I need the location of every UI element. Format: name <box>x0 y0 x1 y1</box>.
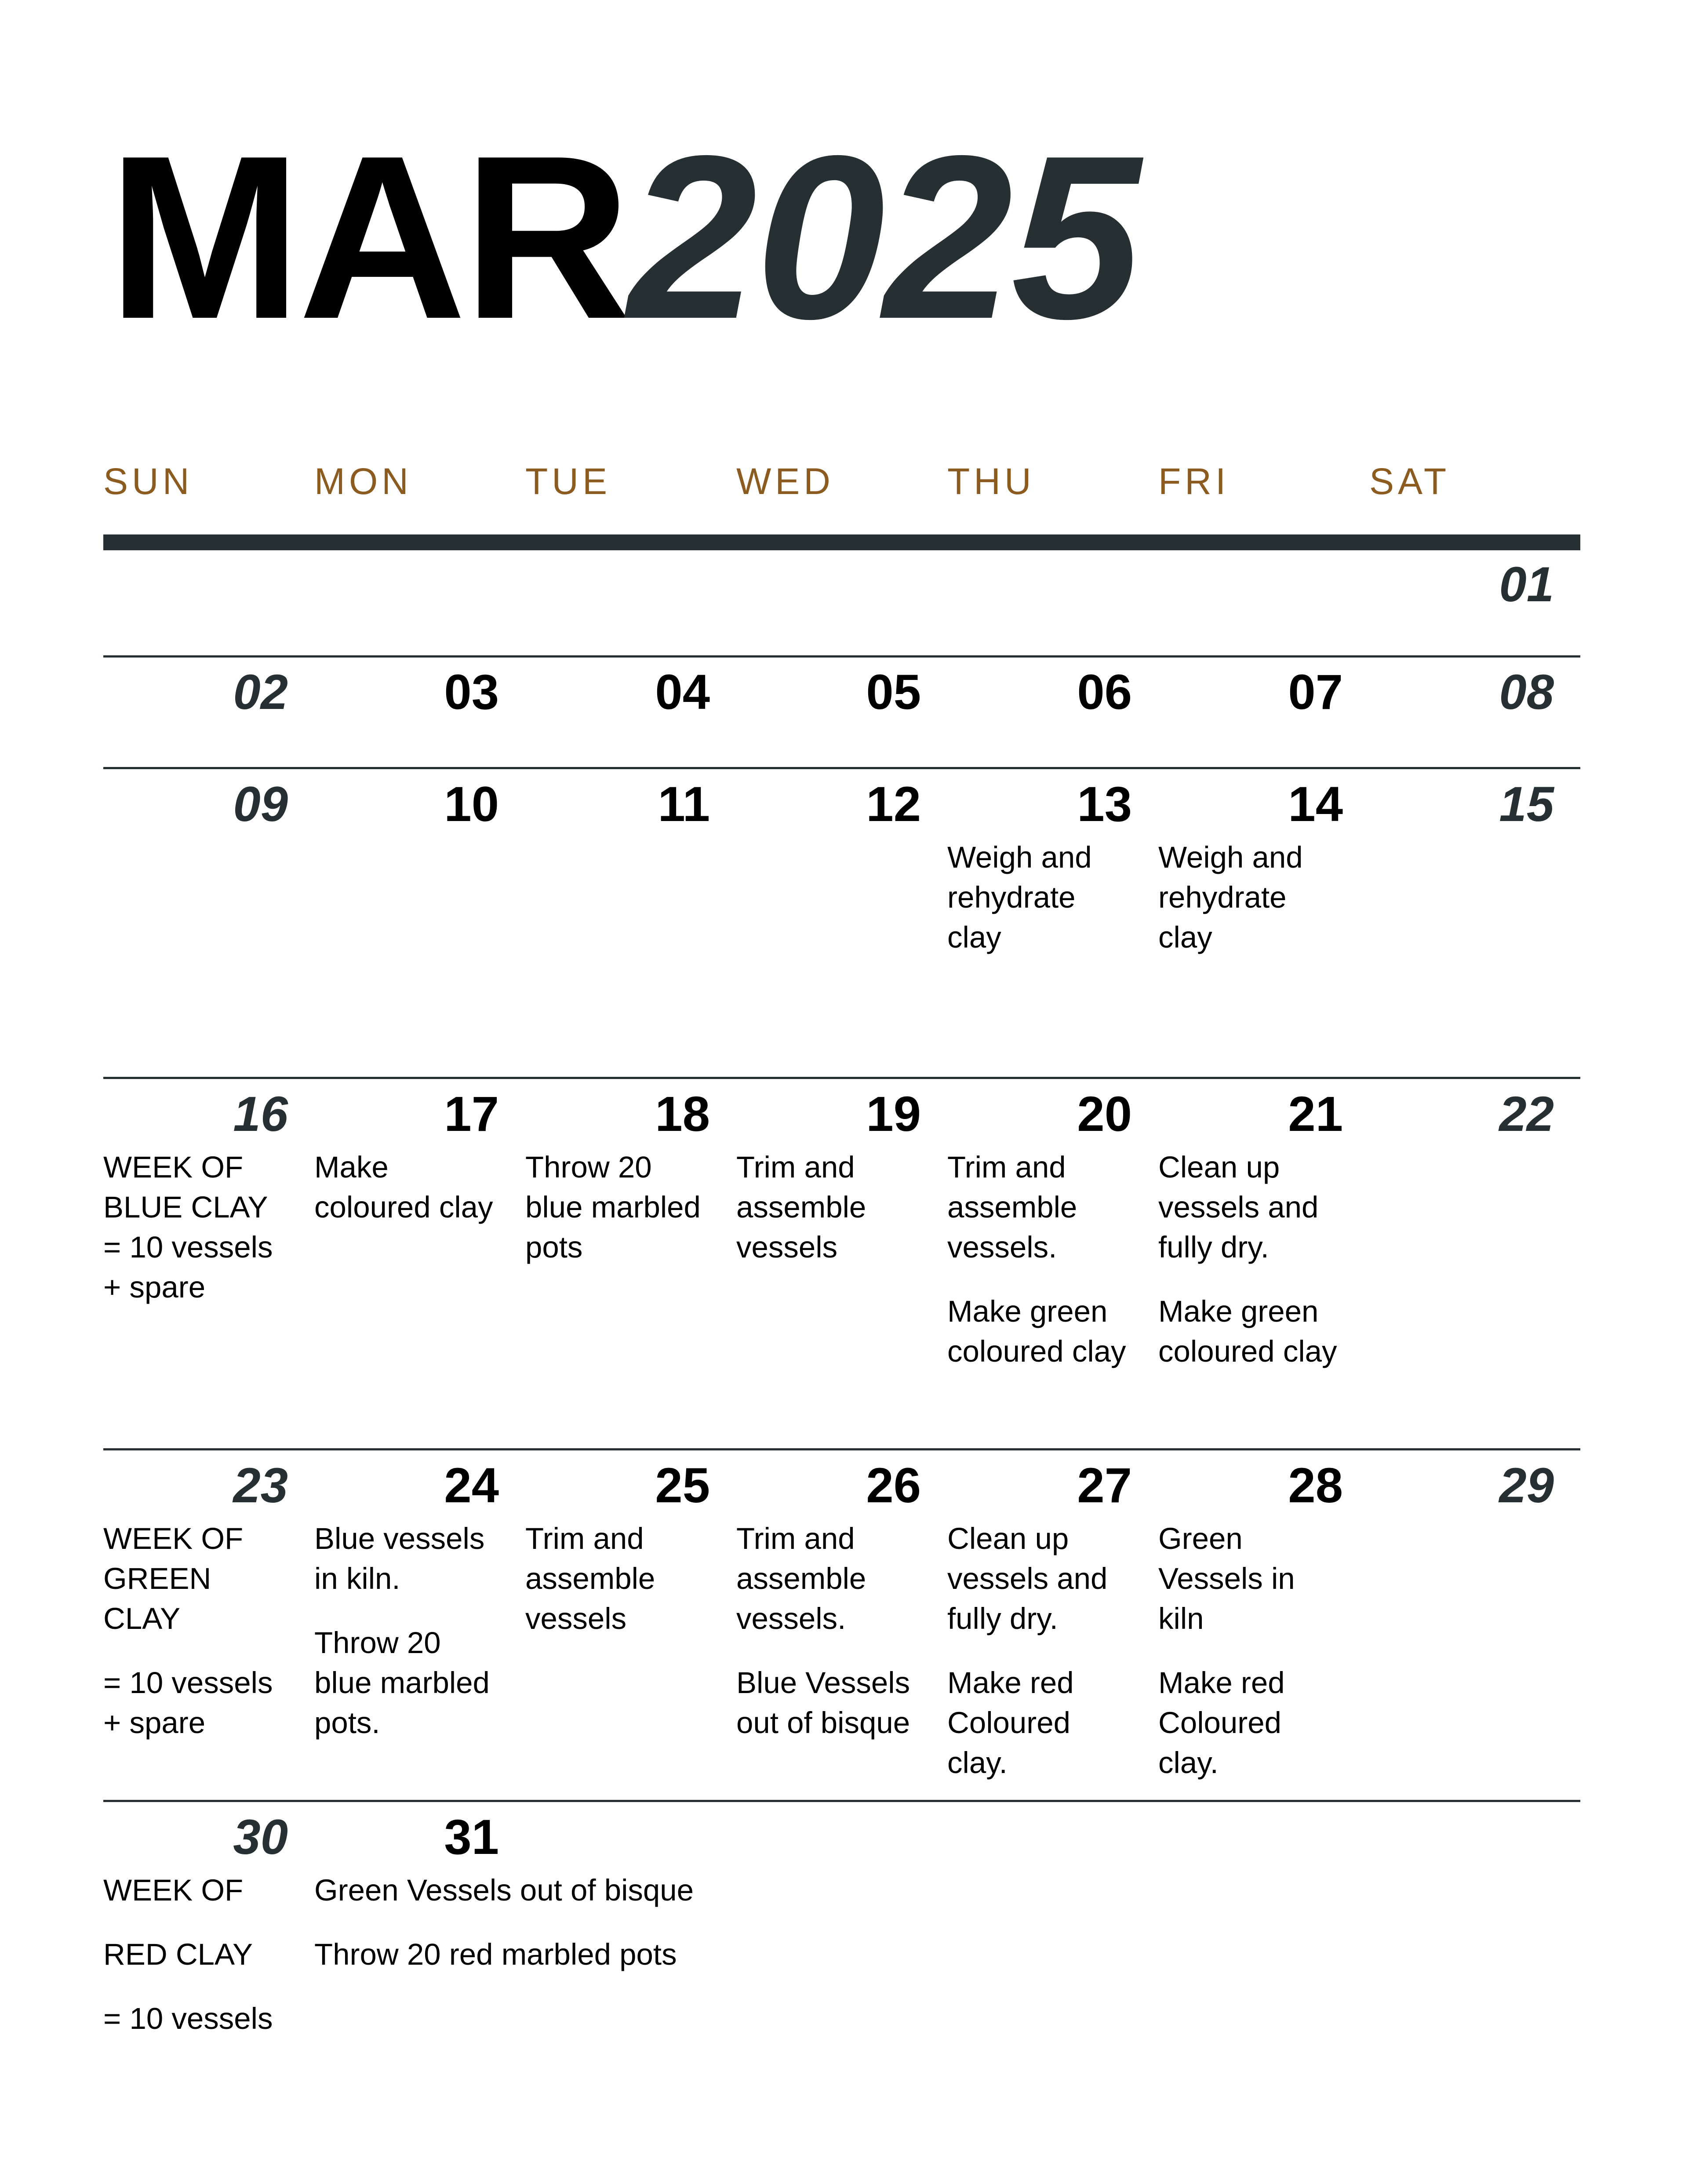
day-number: 29 <box>1499 1458 1554 1513</box>
day-cell <box>947 771 1158 981</box>
day-note: WEEK OF <box>103 1873 244 1907</box>
day-cell <box>1158 771 1369 981</box>
day-cell <box>103 771 314 837</box>
day-notes <box>314 1519 508 1743</box>
week-divider <box>103 1077 1580 1079</box>
weekday-sun: SUN <box>103 461 193 502</box>
day-cell <box>103 552 314 618</box>
day-note: WEEK OF BLUE CLAY = 10 vessels + spare <box>103 1150 273 1304</box>
day-number: 11 <box>658 777 710 832</box>
day-number: 06 <box>1077 665 1132 720</box>
day-note: Green Vessels out of bisque <box>314 1873 694 1907</box>
day-cell <box>1158 552 1369 618</box>
day-cell <box>103 659 314 725</box>
day-notes <box>103 1519 297 1743</box>
day-cell <box>1369 1453 1580 1519</box>
day-number: 17 <box>444 1087 499 1141</box>
day-number <box>525 552 736 618</box>
day-notes <box>525 1519 719 1639</box>
day-note: Clean up vessels and fully dry. <box>947 1522 1108 1635</box>
day-number: 23 <box>233 1458 288 1513</box>
day-number: 26 <box>866 1458 921 1513</box>
day-cell <box>736 659 947 725</box>
day-number: 03 <box>444 665 499 720</box>
day-notes <box>947 837 1141 957</box>
day-notes <box>1158 837 1352 957</box>
week-divider <box>103 655 1580 658</box>
weekday-thu: THU <box>947 461 1035 502</box>
day-cell <box>525 659 736 725</box>
day-note: Make green coloured clay <box>947 1294 1126 1368</box>
day-number: 31 <box>444 1810 499 1864</box>
day-cell <box>103 1804 314 2063</box>
day-number: 20 <box>1077 1087 1132 1141</box>
day-notes <box>103 1870 297 2039</box>
day-number: 04 <box>655 665 710 720</box>
day-number: 14 <box>1288 777 1343 832</box>
day-notes <box>1158 1147 1352 1371</box>
day-note: Throw 20 red marbled pots <box>314 1937 677 1971</box>
day-cell <box>314 659 525 725</box>
day-number <box>103 552 314 618</box>
day-notes <box>736 1519 930 1743</box>
day-note: Clean up vessels and fully dry. <box>1158 1150 1319 1264</box>
day-notes <box>736 1147 930 1267</box>
day-note: = 10 vessels + spare <box>103 1666 273 1740</box>
day-cell <box>1158 659 1369 725</box>
day-note: Throw 20 blue marbled pots <box>525 1150 701 1264</box>
day-note: RED CLAY <box>103 1937 253 1971</box>
calendar-title <box>108 107 1139 367</box>
day-cell <box>525 1081 736 1291</box>
day-notes <box>314 1870 842 1974</box>
day-note: Blue Vessels out of bisque <box>736 1666 910 1740</box>
day-number: 16 <box>233 1087 288 1141</box>
weekday-fri: FRI <box>1158 461 1230 502</box>
day-cell <box>525 1453 736 1663</box>
day-number: 07 <box>1288 665 1343 720</box>
day-notes <box>314 1147 508 1227</box>
day-notes <box>525 1147 719 1267</box>
day-note: Weigh and rehydrate clay <box>1158 840 1303 954</box>
day-cell <box>736 771 947 837</box>
day-cell <box>314 1081 525 1251</box>
day-cell <box>525 552 736 618</box>
day-note: Trim and assemble vessels. <box>736 1522 866 1635</box>
header-divider <box>103 534 1580 550</box>
day-number: 05 <box>866 665 921 720</box>
weekday-sat: SAT <box>1369 461 1451 502</box>
day-number: 21 <box>1288 1087 1343 1141</box>
day-number: 09 <box>233 777 288 832</box>
day-number: 02 <box>233 665 288 720</box>
day-note: Trim and assemble vessels <box>736 1150 866 1264</box>
day-note: Trim and assemble vessels. <box>947 1150 1077 1264</box>
day-number: 18 <box>655 1087 710 1141</box>
day-number: 22 <box>1499 1087 1554 1141</box>
day-notes <box>947 1519 1141 1783</box>
day-number: 12 <box>866 777 921 832</box>
day-number: 25 <box>655 1458 710 1513</box>
day-cell <box>314 552 525 618</box>
day-number: 19 <box>866 1087 921 1141</box>
day-number: 28 <box>1288 1458 1343 1513</box>
day-note: Make red Coloured clay. <box>1158 1666 1285 1780</box>
day-cell <box>947 1453 1158 1807</box>
day-cell <box>947 552 1158 618</box>
day-cell <box>103 1081 314 1331</box>
title-year: 2025 <box>628 107 1139 367</box>
day-note: Make green coloured clay <box>1158 1294 1337 1368</box>
day-note: Trim and assemble vessels <box>525 1522 655 1635</box>
day-note: Throw 20 blue marbled pots. <box>314 1626 490 1740</box>
day-cell <box>1369 1081 1580 1147</box>
day-cell <box>736 1081 947 1291</box>
weekday-tue: TUE <box>525 461 611 502</box>
day-note: WEEK OF GREEN CLAY <box>103 1522 244 1635</box>
day-number <box>1158 552 1369 618</box>
day-cell <box>947 1081 1158 1395</box>
day-number <box>947 552 1158 618</box>
day-number <box>314 552 525 618</box>
day-note: Blue vessels in kiln. <box>314 1522 485 1595</box>
day-cell <box>314 771 525 837</box>
day-note: Green Vessels in kiln <box>1158 1522 1295 1635</box>
day-note: Make red Coloured clay. <box>947 1666 1074 1780</box>
day-cell <box>314 1453 525 1767</box>
title-month: MAR <box>108 107 628 367</box>
day-number: 10 <box>444 777 499 832</box>
day-cell <box>1369 552 1580 618</box>
day-number: 30 <box>233 1810 288 1864</box>
day-number: 15 <box>1499 777 1554 832</box>
day-note: Make coloured clay <box>314 1150 493 1224</box>
day-cell <box>1158 1453 1369 1807</box>
week-divider <box>103 1448 1580 1450</box>
weekday-mon: MON <box>314 461 412 502</box>
weekday-wed: WED <box>736 461 834 502</box>
week-divider <box>103 767 1580 769</box>
day-cell <box>736 552 947 618</box>
day-note: = 10 vessels <box>103 2002 273 2035</box>
day-number: 27 <box>1077 1458 1132 1513</box>
day-cell <box>1158 1081 1369 1395</box>
day-number: 13 <box>1077 777 1132 832</box>
day-cell <box>1369 659 1580 725</box>
day-cell <box>525 771 736 837</box>
day-cell <box>947 659 1158 725</box>
day-cell <box>314 1804 694 1999</box>
day-cell <box>1369 771 1580 837</box>
day-notes <box>1158 1519 1352 1783</box>
day-note: Weigh and rehydrate clay <box>947 840 1092 954</box>
day-number <box>736 552 947 618</box>
day-number: 08 <box>1499 665 1554 720</box>
day-cell <box>736 1453 947 1767</box>
day-notes <box>947 1147 1141 1371</box>
day-cell <box>103 1453 314 1767</box>
day-notes <box>103 1147 297 1307</box>
day-number: 24 <box>444 1458 499 1513</box>
weekday-header <box>0 457 1688 505</box>
day-number: 01 <box>1499 557 1554 612</box>
